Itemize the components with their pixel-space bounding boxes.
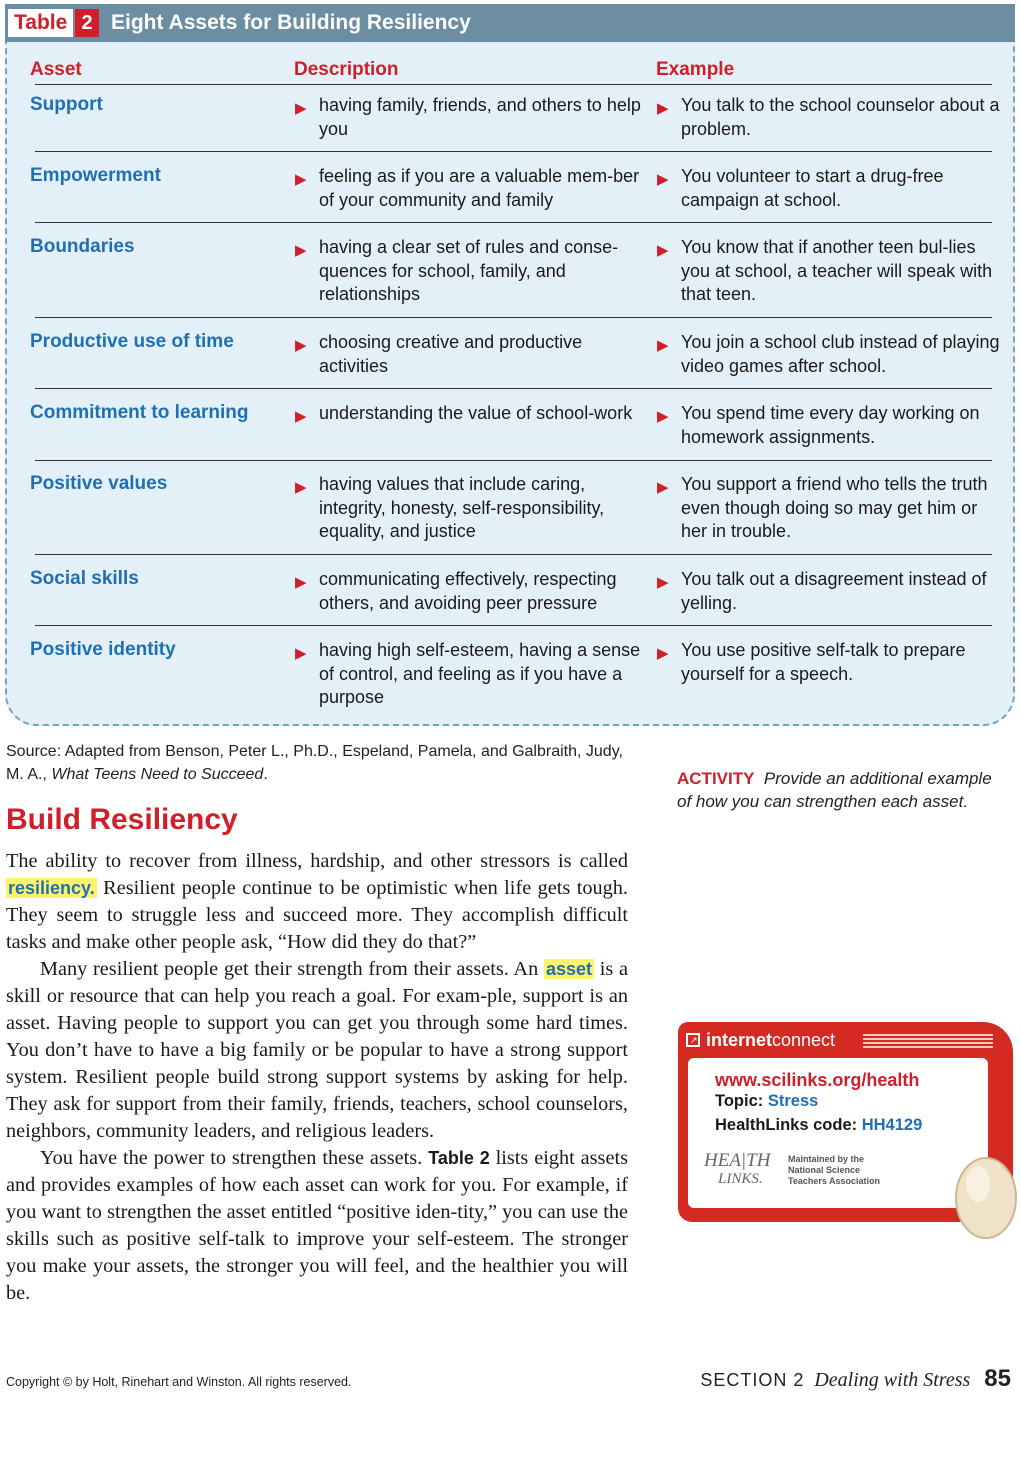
asset-description (295, 165, 649, 212)
topic-line (715, 1092, 818, 1111)
example-text: You support a friend who tells the truth even though doing so may get him or her in trouble. (681, 474, 988, 541)
maintained-line: Maintained by the (788, 1154, 865, 1164)
asset-example (657, 331, 1001, 378)
paragraph-text: lists eight assets and provides examples of how each asset can work for you. For example, if you want to strengthen the asset entitled “positive iden-tity,” you can use the skills such as positive self-talk to improve your self-esteem. The stronger you make your assets, the stronger you will feel, and the healthier you will be. (6, 1147, 628, 1304)
paragraph-text: Many resilient people get their strength from their assets. An (40, 958, 544, 980)
example-text: You volunteer to start a drug-free campaign at school. (681, 166, 944, 210)
description-text: having high self-esteem, having a sense of control, and feeling as if you have a purpose (319, 640, 641, 707)
code-label: HealthLinks code: (715, 1116, 858, 1134)
activity-label: ACTIVITY (677, 769, 755, 788)
asset-example (657, 94, 1001, 141)
brand-connect: connect (772, 1030, 836, 1050)
asset-name: Positive values (30, 473, 168, 494)
key-term-asset: asset (545, 959, 592, 979)
example-text: You spend time every day working on homework assignments. (681, 403, 980, 447)
description-text: having a clear set of rules and conse-quences for school, family, and relationships (319, 237, 619, 304)
key-term-resiliency: resiliency. (8, 878, 95, 898)
divider (35, 554, 992, 555)
example-text: You talk to the school counselor about a problem. (681, 95, 1000, 139)
triangle-bullet-icon: ▶ (295, 645, 307, 662)
triangle-bullet-icon: ▶ (657, 479, 669, 496)
topic-label: Topic: (715, 1092, 764, 1110)
example-text: You use positive self-talk to prepare yourself for a speech. (681, 640, 966, 684)
asset-example (657, 568, 1001, 615)
internet-connect-content (688, 1058, 988, 1208)
triangle-bullet-icon: ▶ (295, 171, 307, 188)
divider (35, 317, 992, 318)
description-text: having values that include caring, integrity, honesty, self-responsibility, equality, and justice (319, 474, 605, 541)
topic-value: Stress (767, 1092, 819, 1110)
example-text: You talk out a disagreement instead of yelling. (681, 569, 987, 613)
table-reference: Table 2 (428, 1148, 490, 1168)
paragraph (6, 1145, 628, 1307)
asset-name: Social skills (30, 568, 139, 589)
example-text: You join a school club instead of playing video games after school. (681, 332, 1000, 376)
divider (35, 222, 992, 223)
triangle-bullet-icon: ▶ (295, 337, 307, 354)
divider (35, 625, 992, 626)
section-title: Dealing with Stress (814, 1369, 971, 1391)
internet-connect-box (678, 1022, 1015, 1232)
body-text (6, 848, 628, 1307)
asset-name: Empowerment (30, 165, 161, 186)
triangle-bullet-icon: ▶ (295, 574, 307, 591)
table-header-bar (5, 4, 1015, 42)
asset-description (295, 94, 649, 141)
activity-text: Provide an additional example of how you can strengthen each asset. (677, 769, 992, 811)
triangle-bullet-icon: ▶ (295, 408, 307, 425)
asset-example (657, 236, 1001, 307)
paragraph-text: The ability to recover from illness, hardship, and other stressors is called (6, 850, 628, 872)
triangle-bullet-icon: ▶ (657, 645, 669, 662)
maintained-note (788, 1154, 880, 1187)
table-label: Table (8, 9, 73, 37)
paragraph (6, 848, 628, 956)
table-panel (5, 4, 1015, 726)
table-title: Eight Assets for Building Resiliency (111, 11, 471, 34)
triangle-bullet-icon: ▶ (295, 100, 307, 117)
scilinks-url[interactable]: www.scilinks.org/health (715, 1070, 920, 1090)
page-number: 85 (984, 1365, 1011, 1392)
asset-example (657, 639, 1001, 686)
column-header-example: Example (656, 59, 735, 80)
asset-example (657, 165, 1001, 212)
asset-name: Positive identity (30, 639, 176, 660)
asset-example (657, 473, 1001, 544)
logo-line: HEA|TH (704, 1150, 771, 1171)
description-text: feeling as if you are a valuable mem-ber of your community and family (319, 166, 640, 210)
asset-description (295, 473, 649, 544)
paragraph-text: is a skill or resource that can help you reach a goal. For exam-ple, support is an asset. Having people to support you can get you through some hard times. You don’t have to have a big family or be popular to have a strong support system. Resilient people build strong support systems by asking for help. They ask for support from their family, friends, teachers, school counselors, neighbors, community leaders, and religious leaders. (6, 958, 628, 1142)
triangle-bullet-icon: ▶ (657, 408, 669, 425)
triangle-bullet-icon: ▶ (657, 242, 669, 259)
asset-name: Productive use of time (30, 331, 234, 352)
triangle-bullet-icon: ▶ (657, 574, 669, 591)
maintained-line: National Science (788, 1165, 861, 1175)
page-footer (700, 1365, 1011, 1393)
paragraph (6, 956, 628, 1145)
paragraph-text: Resilient people continue to be optimistic when life gets tough. They seem to struggle less and succeed more. They accomplish difficult tasks and make other people ask, “How did they do that?” (6, 877, 628, 953)
description-text: communicating effectively, respecting others, and avoiding peer pressure (319, 569, 617, 613)
triangle-bullet-icon: ▶ (295, 479, 307, 496)
column-header-description: Description (294, 59, 399, 80)
healthlinks-logo (704, 1152, 770, 1188)
divider (35, 460, 992, 461)
divider (35, 388, 992, 389)
asset-description (295, 331, 649, 378)
logo-line: LINKS. (718, 1171, 763, 1187)
description-text: having family, friends, and others to help you (319, 95, 641, 139)
triangle-bullet-icon: ▶ (657, 100, 669, 117)
table-number: 2 (75, 9, 99, 37)
brand-internet: internet (706, 1030, 773, 1050)
internet-connect-brand (686, 1028, 835, 1052)
asset-name: Commitment to learning (30, 402, 249, 423)
source-suffix: . (263, 766, 268, 783)
description-text: understanding the value of school-work (319, 403, 633, 423)
source-book-title: What Teens Need to Succeed (51, 766, 264, 783)
column-header-asset: Asset (30, 59, 82, 80)
section-label: SECTION 2 (700, 1370, 805, 1390)
maintained-line: Teachers Association (788, 1176, 881, 1186)
copyright-notice: Copyright © by Holt, Rinehart and Winston. All rights reserved. (6, 1375, 352, 1389)
internet-connect-logo-icon: ↗ (686, 1033, 700, 1047)
asset-description (295, 568, 649, 615)
table-source (6, 740, 626, 786)
description-text: choosing creative and productive activities (319, 332, 583, 376)
asset-name: Boundaries (30, 236, 135, 257)
computer-mouse-icon (946, 1150, 1018, 1240)
triangle-bullet-icon: ▶ (657, 171, 669, 188)
paragraph-text: You have the power to strengthen these assets. (40, 1147, 429, 1169)
asset-example (657, 402, 1001, 449)
asset-description (295, 402, 649, 426)
divider (35, 151, 992, 152)
example-text: You know that if another teen bul-lies you at school, a teacher will speak with that teen. (681, 237, 993, 304)
divider (35, 84, 992, 85)
asset-name: Support (30, 94, 103, 115)
asset-description (295, 236, 649, 307)
code-value: HH4129 (861, 1116, 923, 1134)
section-heading: Build Resiliency (6, 803, 238, 836)
source-text: Source: Adapted from Benson, Peter L., Ph.D., Espeland, Pamela, and Galbraith, Judy, M. A., (6, 743, 623, 783)
triangle-bullet-icon: ▶ (295, 242, 307, 259)
code-line (715, 1116, 922, 1135)
triangle-bullet-icon: ▶ (657, 337, 669, 354)
activity-note (677, 767, 997, 813)
header-stripes (863, 1034, 993, 1048)
asset-description (295, 639, 649, 710)
